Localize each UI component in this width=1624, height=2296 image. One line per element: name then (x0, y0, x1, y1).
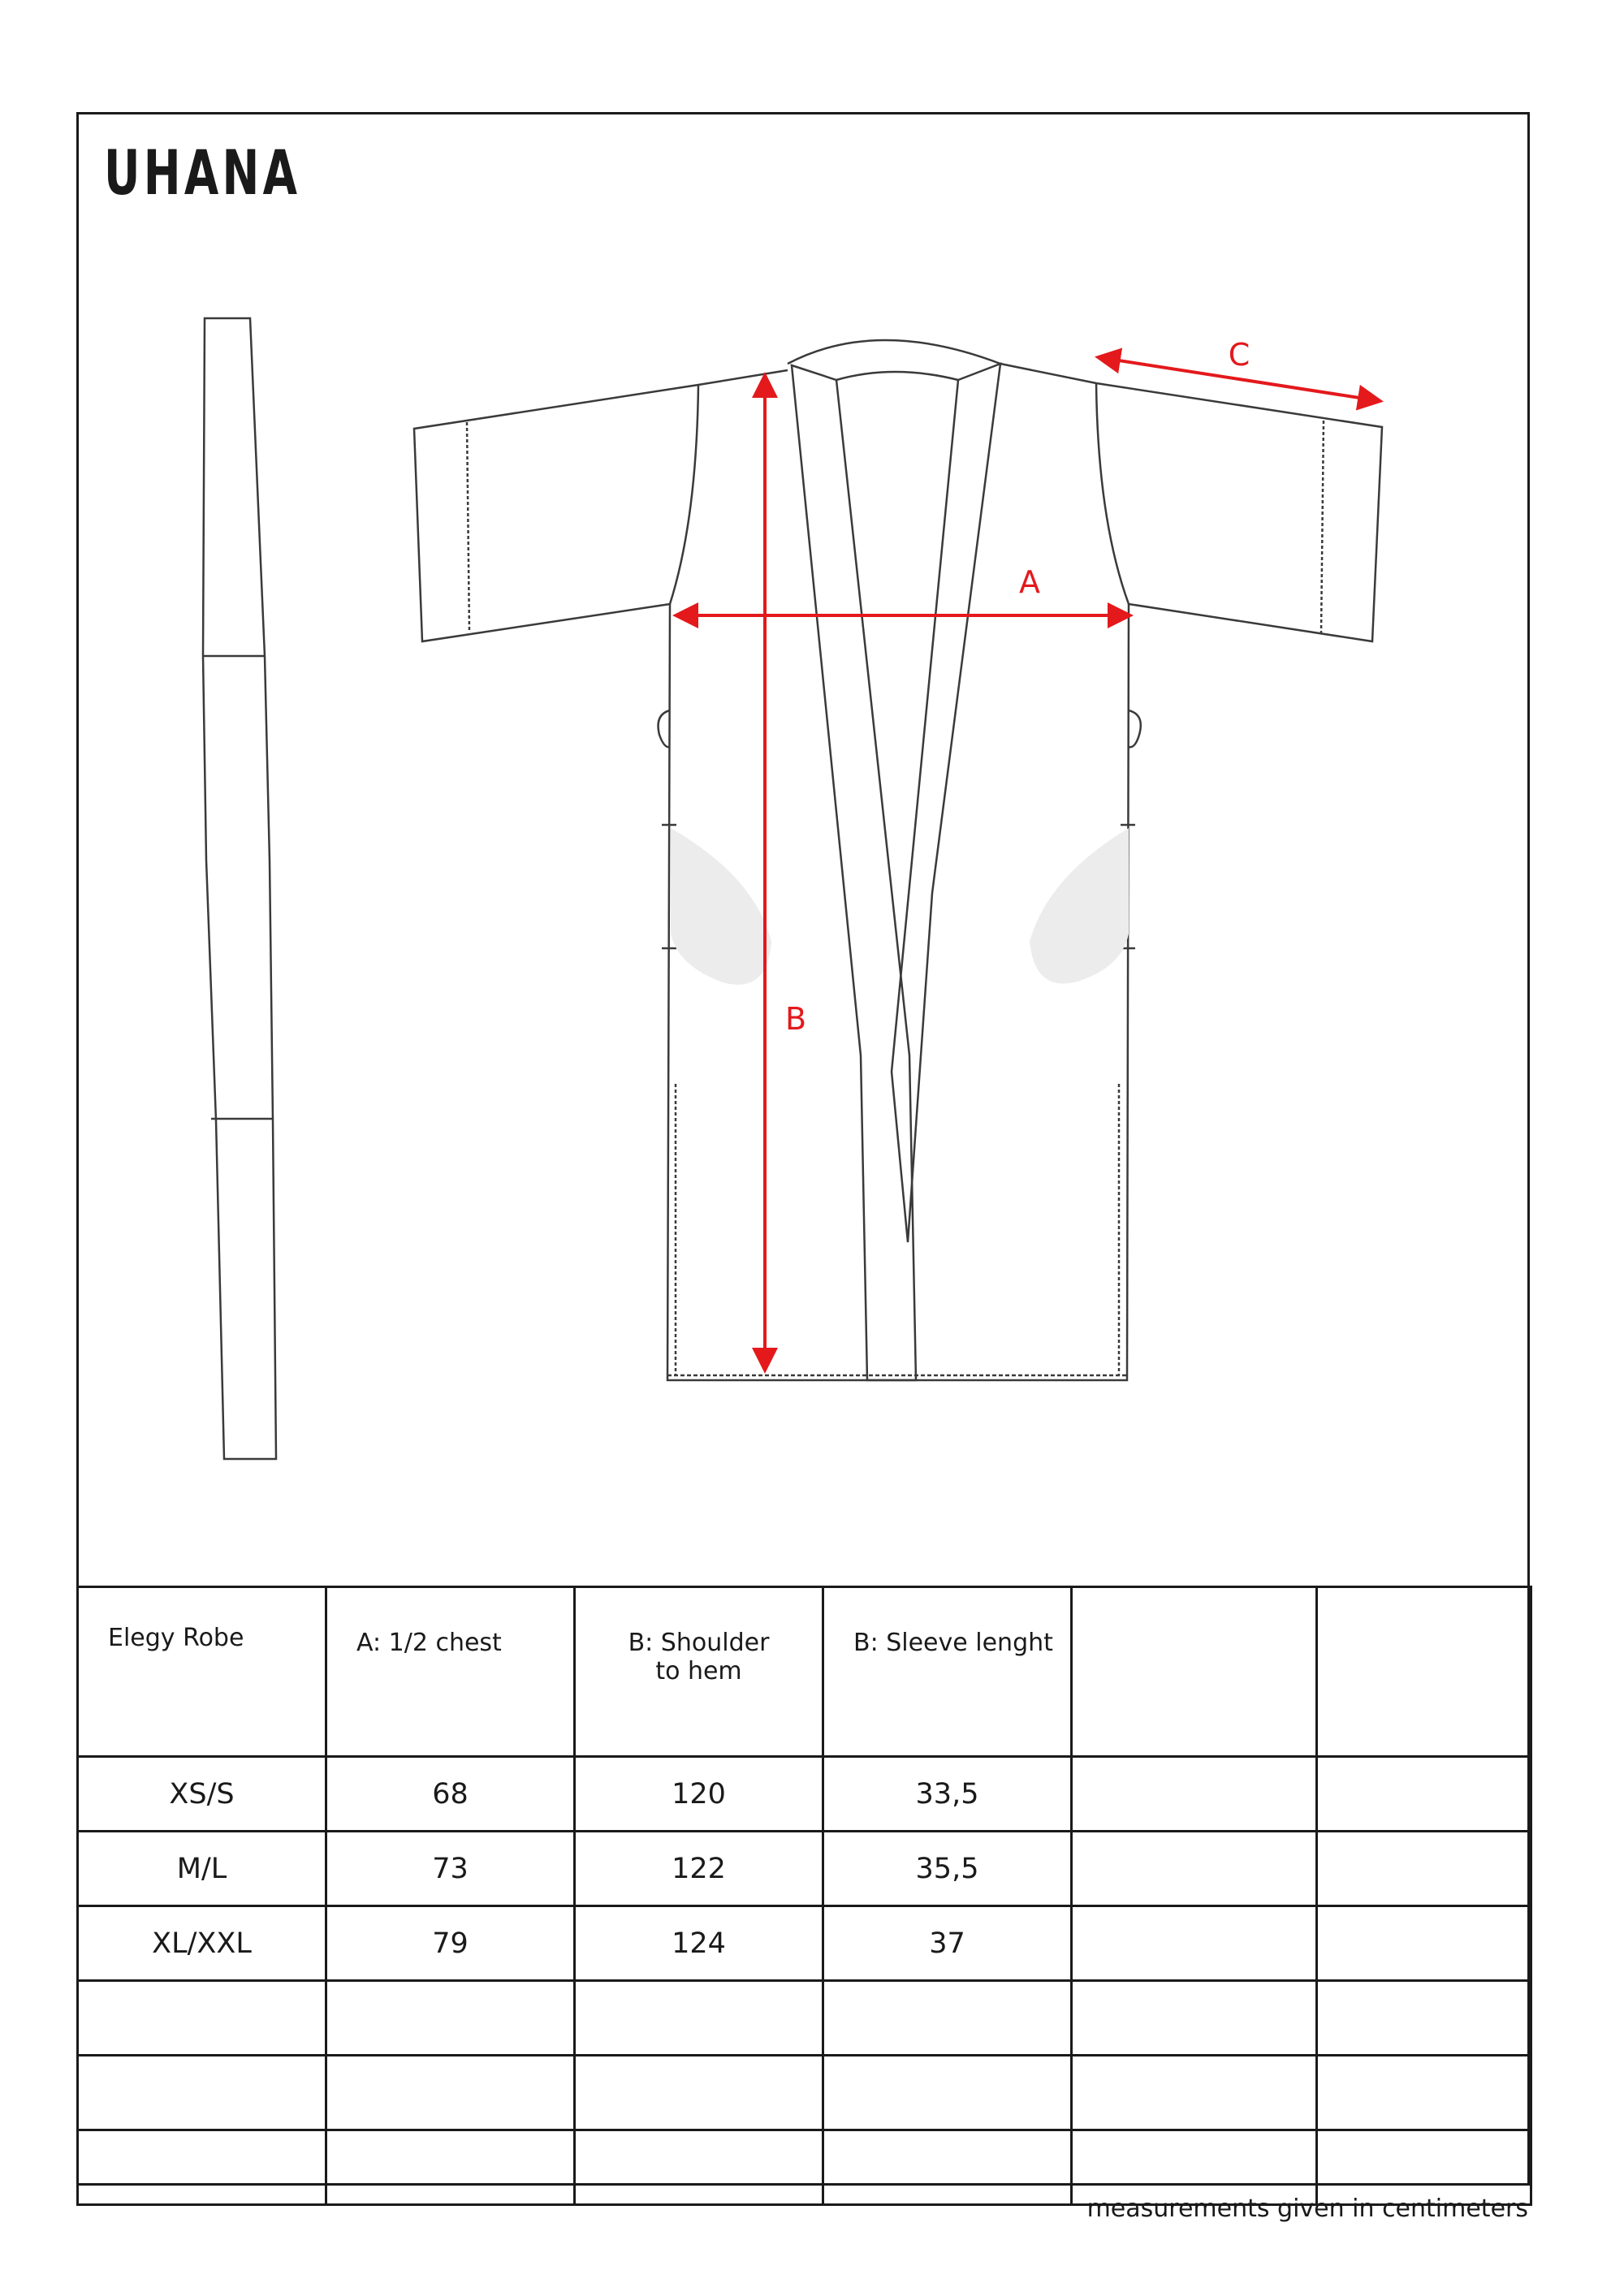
table-header-row (78, 1587, 1531, 1757)
cell-shoulder-to-hem: 120 (575, 1757, 823, 1832)
label-a: A (1019, 564, 1040, 600)
cell-shoulder-to-hem: 122 (575, 1832, 823, 1906)
header-empty-2 (1317, 1587, 1531, 1757)
table-row (78, 2056, 1531, 2130)
units-footnote: measurements given in centimeters (1086, 2195, 1528, 2223)
cell-empty (823, 2056, 1072, 2130)
cell-empty (78, 1981, 326, 2056)
cell-empty (1317, 1832, 1531, 1906)
cell-empty (1317, 1757, 1531, 1832)
robe-front-view (414, 340, 1382, 1380)
cell-empty (1317, 2130, 1531, 2205)
size-chart-table (76, 1586, 1532, 2206)
cell-chest: 79 (326, 1906, 575, 1981)
label-b: B (784, 1001, 807, 1037)
header-product: Elegy Robe (78, 1587, 326, 1757)
cell-empty (1072, 1757, 1317, 1832)
cell-empty (575, 2130, 823, 2205)
cell-sleeve: 35,5 (823, 1832, 1072, 1906)
cell-empty (326, 2056, 575, 2130)
cell-chest: 73 (326, 1832, 575, 1906)
brand-logo: UHANA (104, 136, 301, 209)
cell-empty (823, 1981, 1072, 2056)
cell-sleeve: 37 (823, 1906, 1072, 1981)
robe-side-view (203, 318, 276, 1459)
cell-empty (1072, 1906, 1317, 1981)
table-row (78, 1757, 1531, 1832)
cell-size: M/L (78, 1832, 326, 1906)
cell-size: XS/S (78, 1757, 326, 1832)
table-row (78, 1906, 1531, 1981)
cell-empty (78, 2056, 326, 2130)
label-c: C (1228, 337, 1250, 373)
cell-size: XL/XXL (78, 1906, 326, 1981)
cell-empty (1317, 1906, 1531, 1981)
cell-empty (1072, 2130, 1317, 2205)
cell-empty (575, 1981, 823, 2056)
cell-empty (823, 2130, 1072, 2205)
cell-empty (326, 2130, 575, 2205)
cell-shoulder-to-hem: 124 (575, 1906, 823, 1981)
cell-empty (1072, 1832, 1317, 1906)
header-empty-1 (1072, 1587, 1317, 1757)
cell-chest: 68 (326, 1757, 575, 1832)
cell-empty (78, 2130, 326, 2205)
table-row (78, 1981, 1531, 2056)
cell-empty (1317, 1981, 1531, 2056)
header-sleeve-length: B: Sleeve lenght (823, 1587, 1072, 1757)
table-row (78, 1832, 1531, 1906)
cell-empty (1072, 1981, 1317, 2056)
cell-empty (326, 1981, 575, 2056)
cell-sleeve: 33,5 (823, 1757, 1072, 1832)
header-chest: A: 1/2 chest (326, 1587, 575, 1757)
header-shoulder-to-hem: B: Shoulder to hem (575, 1587, 823, 1757)
table-row (78, 2130, 1531, 2205)
cell-empty (575, 2056, 823, 2130)
cell-empty (1072, 2056, 1317, 2130)
cell-empty (1317, 2056, 1531, 2130)
